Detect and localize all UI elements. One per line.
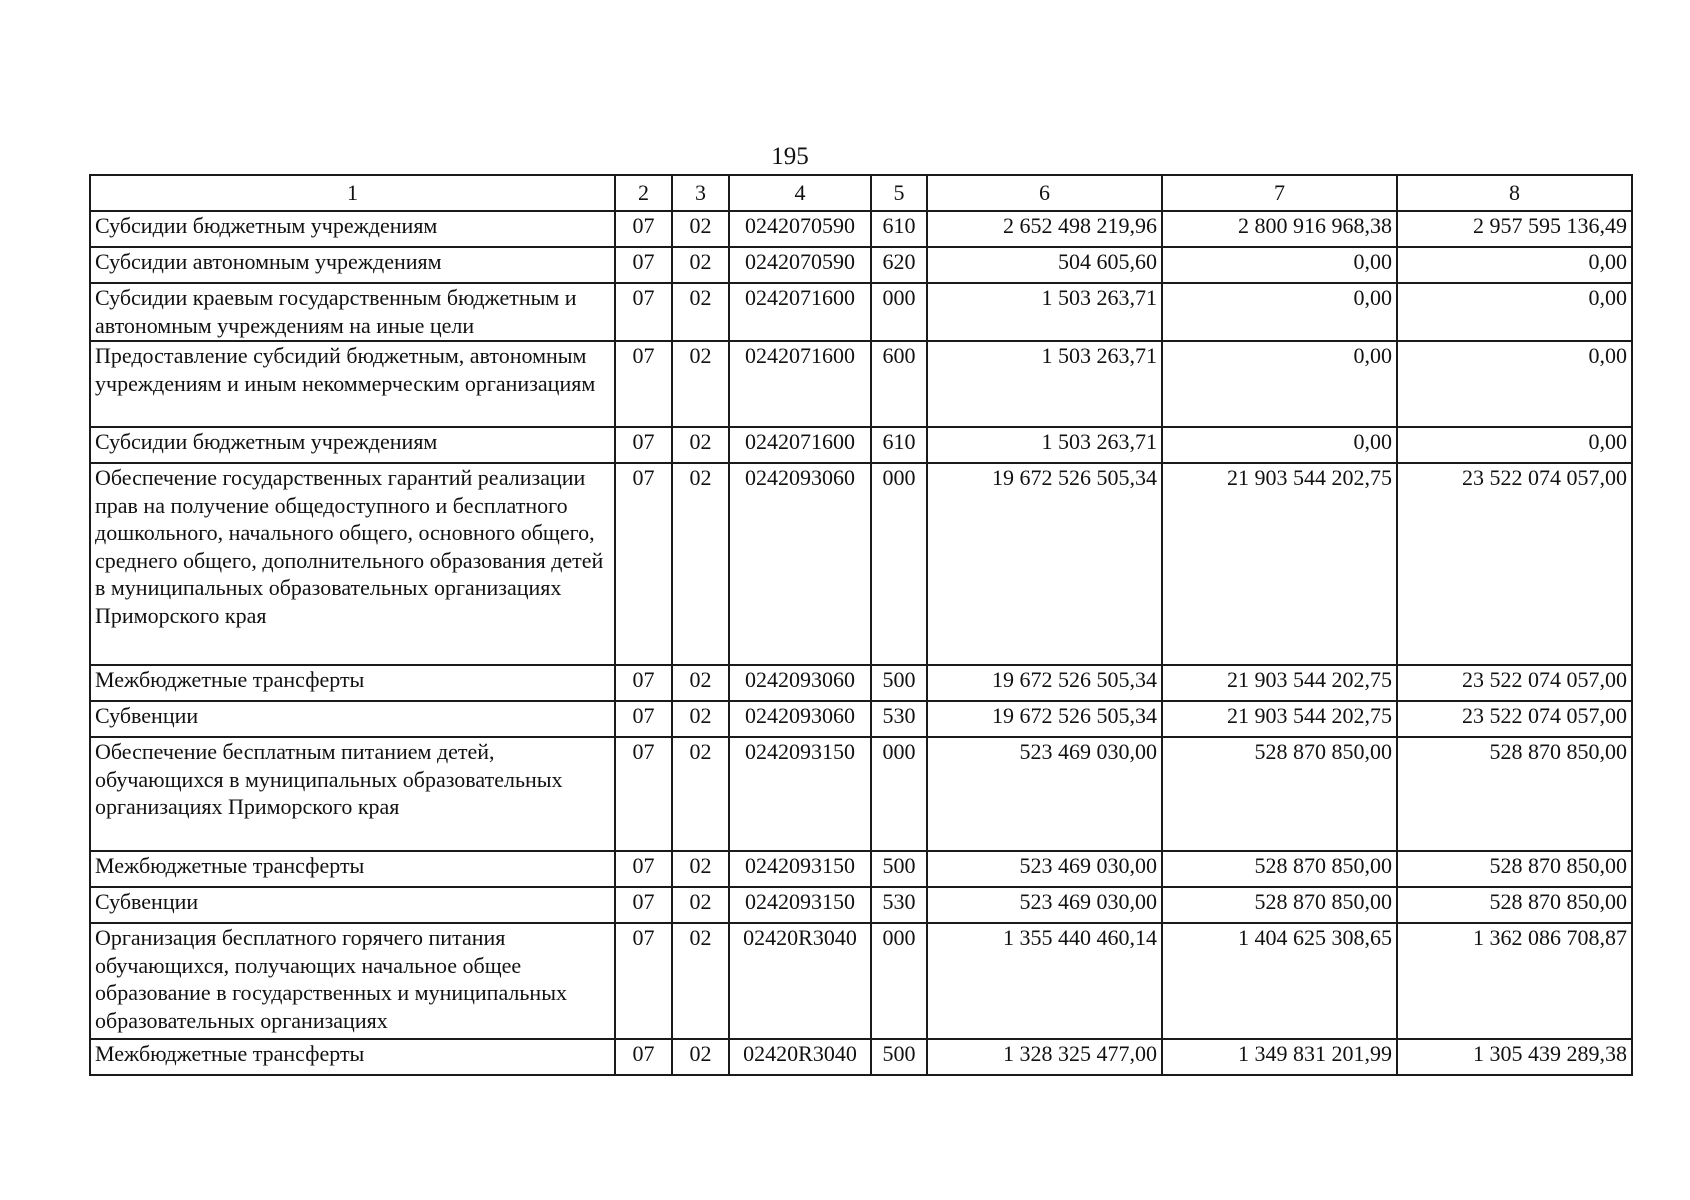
row-value-7: 0,00 [1162,427,1397,463]
row-value-6: 19 672 526 505,34 [927,701,1162,737]
row-value-6: 523 469 030,00 [927,887,1162,923]
row-expense-type: 500 [871,851,927,887]
table-row [90,923,1632,1039]
row-expense-type: 000 [871,923,927,1039]
column-header: 3 [672,175,729,211]
row-section: 07 [615,665,672,701]
row-value-7: 0,00 [1162,247,1397,283]
row-name: Межбюджетные трансферты [90,1039,615,1075]
row-value-7: 528 870 850,00 [1162,851,1397,887]
page-number: 195 [771,143,809,170]
row-value-8: 23 522 074 057,00 [1397,701,1632,737]
table-row [90,341,1632,427]
row-subsection: 02 [672,283,729,341]
row-value-8: 0,00 [1397,341,1632,427]
row-subsection: 02 [672,427,729,463]
row-name: Субвенции [90,887,615,923]
row-target-code: 0242093150 [729,887,871,923]
row-section: 07 [615,341,672,427]
row-name: Субсидии краевым государственным бюджетным и автономным учреждениям на иные цели [90,283,615,341]
row-target-code: 0242093060 [729,665,871,701]
row-value-6: 504 605,60 [927,247,1162,283]
row-subsection: 02 [672,701,729,737]
row-name: Межбюджетные трансферты [90,665,615,701]
row-target-code: 0242071600 [729,283,871,341]
row-value-8: 528 870 850,00 [1397,851,1632,887]
row-target-code: 0242070590 [729,211,871,247]
row-target-code: 0242093060 [729,701,871,737]
row-name: Предоставление субсидий бюджетным, автономным учреждениям и иным некоммерческим организациям [90,341,615,427]
row-value-7: 0,00 [1162,283,1397,341]
table-row [90,665,1632,701]
table-row [90,887,1632,923]
table-row [90,283,1632,341]
row-name: Субсидии бюджетным учреждениям [90,427,615,463]
row-expense-type: 000 [871,283,927,341]
row-expense-type: 530 [871,701,927,737]
row-name: Обеспечение государственных гарантий реализации прав на получение общедоступного и бесплатного дошкольного, начального общего, основного общего, среднего общего, дополнительного образования детей в муниципальных образовательных организациях Приморского края [90,463,615,665]
row-section: 07 [615,427,672,463]
row-expense-type: 600 [871,341,927,427]
row-subsection: 02 [672,923,729,1039]
row-subsection: 02 [672,851,729,887]
row-value-7: 21 903 544 202,75 [1162,701,1397,737]
row-value-8: 1 305 439 289,38 [1397,1039,1632,1075]
table-row [90,737,1632,851]
row-subsection: 02 [672,887,729,923]
row-section: 07 [615,737,672,851]
row-name: Межбюджетные трансферты [90,851,615,887]
budget-table [89,174,1633,1076]
row-value-6: 19 672 526 505,34 [927,665,1162,701]
row-target-code: 0242093150 [729,737,871,851]
row-subsection: 02 [672,463,729,665]
row-target-code: 0242070590 [729,247,871,283]
row-section: 07 [615,247,672,283]
row-target-code: 0242093060 [729,463,871,665]
row-expense-type: 610 [871,211,927,247]
row-value-6: 2 652 498 219,96 [927,211,1162,247]
column-header: 4 [729,175,871,211]
row-subsection: 02 [672,247,729,283]
row-section: 07 [615,1039,672,1075]
row-value-8: 0,00 [1397,247,1632,283]
row-expense-type: 610 [871,427,927,463]
row-value-8: 528 870 850,00 [1397,737,1632,851]
row-value-6: 19 672 526 505,34 [927,463,1162,665]
table-row [90,463,1632,665]
table-row [90,247,1632,283]
row-target-code: 02420R3040 [729,1039,871,1075]
row-section: 07 [615,701,672,737]
row-section: 07 [615,463,672,665]
row-value-8: 528 870 850,00 [1397,887,1632,923]
row-value-7: 1 404 625 308,65 [1162,923,1397,1039]
row-subsection: 02 [672,665,729,701]
row-value-7: 21 903 544 202,75 [1162,665,1397,701]
column-header: 7 [1162,175,1397,211]
column-header: 5 [871,175,927,211]
row-name: Субсидии бюджетным учреждениям [90,211,615,247]
row-value-7: 2 800 916 968,38 [1162,211,1397,247]
row-value-8: 0,00 [1397,427,1632,463]
row-value-8: 23 522 074 057,00 [1397,463,1632,665]
row-name: Субсидии автономным учреждениям [90,247,615,283]
row-expense-type: 500 [871,665,927,701]
row-value-6: 1 503 263,71 [927,341,1162,427]
row-value-7: 0,00 [1162,341,1397,427]
row-section: 07 [615,923,672,1039]
row-name: Организация бесплатного горячего питания обучающихся, получающих начальное общее образование в государственных и муниципальных образовательных организациях [90,923,615,1039]
row-value-6: 1 503 263,71 [927,427,1162,463]
row-target-code: 0242071600 [729,341,871,427]
row-value-8: 1 362 086 708,87 [1397,923,1632,1039]
table-row [90,427,1632,463]
row-subsection: 02 [672,737,729,851]
row-value-8: 0,00 [1397,283,1632,341]
row-target-code: 0242071600 [729,427,871,463]
row-expense-type: 000 [871,463,927,665]
row-expense-type: 000 [871,737,927,851]
row-value-6: 523 469 030,00 [927,851,1162,887]
row-value-7: 21 903 544 202,75 [1162,463,1397,665]
row-expense-type: 500 [871,1039,927,1075]
row-name: Субвенции [90,701,615,737]
row-value-8: 2 957 595 136,49 [1397,211,1632,247]
table-row [90,701,1632,737]
table-row [90,211,1632,247]
row-value-7: 1 349 831 201,99 [1162,1039,1397,1075]
row-section: 07 [615,887,672,923]
row-value-6: 1 503 263,71 [927,283,1162,341]
row-expense-type: 530 [871,887,927,923]
column-header: 1 [90,175,615,211]
table-row [90,851,1632,887]
table-row [90,1039,1632,1075]
row-value-6: 523 469 030,00 [927,737,1162,851]
table-header-row [90,175,1632,211]
row-name: Обеспечение бесплатным питанием детей, обучающихся в муниципальных образовательных организациях Приморского края [90,737,615,851]
column-header: 6 [927,175,1162,211]
row-value-7: 528 870 850,00 [1162,887,1397,923]
row-target-code: 0242093150 [729,851,871,887]
row-value-8: 23 522 074 057,00 [1397,665,1632,701]
row-section: 07 [615,211,672,247]
row-section: 07 [615,283,672,341]
row-value-7: 528 870 850,00 [1162,737,1397,851]
row-expense-type: 620 [871,247,927,283]
row-subsection: 02 [672,211,729,247]
column-header: 8 [1397,175,1632,211]
row-value-6: 1 328 325 477,00 [927,1039,1162,1075]
row-subsection: 02 [672,1039,729,1075]
row-section: 07 [615,851,672,887]
column-header: 2 [615,175,672,211]
row-value-6: 1 355 440 460,14 [927,923,1162,1039]
row-target-code: 02420R3040 [729,923,871,1039]
row-subsection: 02 [672,341,729,427]
